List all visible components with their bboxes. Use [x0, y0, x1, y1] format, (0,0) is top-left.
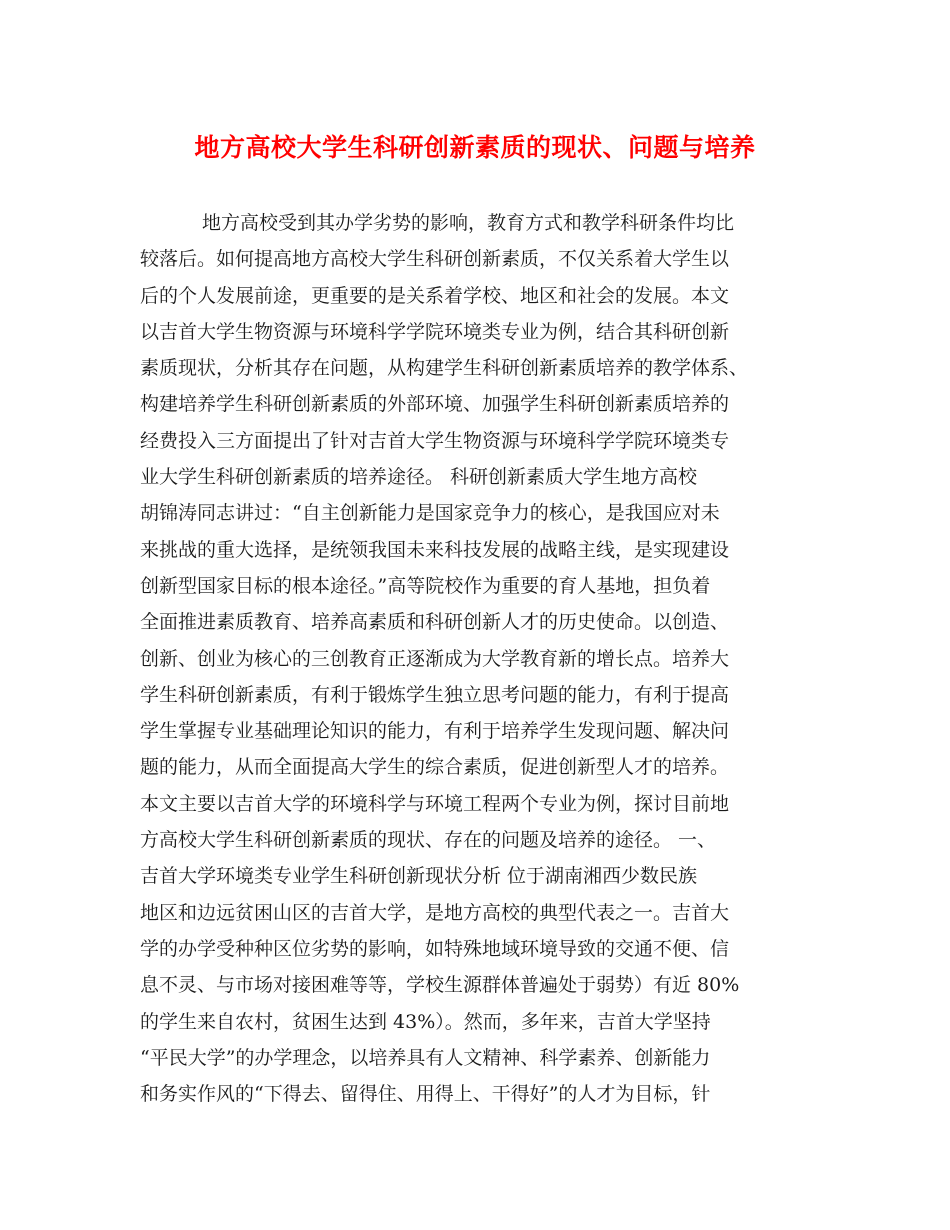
text-line: 题的能力，从而全面提高大学生的综合素质，促进创新型人才的培养。	[140, 756, 730, 779]
text-line: 创新型国家目标的根本途径。”高等院校作为重要的育人基地，担负着	[140, 574, 711, 597]
text-line: 学生科研创新素质，有利于锻炼学生独立思考问题的能力，有利于提高	[140, 683, 730, 706]
text-line: 业大学生科研创新素质的培养途径。 科研创新素质大学生地方高校	[140, 466, 698, 489]
text-line: 学的办学受种种区位劣势的影响，如特殊地域环境导致的交通不便、信	[140, 937, 730, 960]
text-line: 后的个人发展前途，更重要的是关系着学校、地区和社会的发展。本文	[140, 284, 730, 307]
text-line: 吉首大学环境类专业学生科研创新现状分析 位于湖南湘西少数民族	[140, 865, 698, 888]
document-title: 地方高校大学生科研创新素质的现状、问题与培养	[194, 133, 756, 162]
text-line: 创新、创业为核心的三创教育正逐渐成为大学教育新的增长点。培养大	[140, 647, 730, 670]
text-line: 来挑战的重大选择，是统领我国未来科技发展的战略主线，是实现建设	[140, 538, 730, 561]
text-line: 和务实作风的“下得去、留得住、用得上、干得好”的人才为目标，针	[140, 1083, 711, 1106]
text-line: 息不灵、与市场对接困难等等，学校生源群体普遍处于弱势）有近 80%	[140, 974, 740, 997]
text-line: 素质现状，分析其存在问题，从构建学生科研创新素质培养的教学体系、	[140, 357, 749, 380]
text-line: “平民大学”的办学理念，以培养具有人文精神、科学素养、创新能力	[140, 1046, 711, 1069]
text-line: 胡锦涛同志讲过：“自主创新能力是国家竞争力的核心，是我国应对未	[140, 502, 720, 525]
text-line: 本文主要以吉首大学的环境科学与环境工程两个专业为例，探讨目前地	[140, 792, 730, 815]
text-line: 方高校大学生科研创新素质的现状、存在的问题及培养的途径。 一、	[140, 829, 717, 852]
document-body	[140, 205, 830, 1112]
text-line: 地方高校受到其办学劣势的影响，教育方式和教学科研条件均比	[202, 212, 735, 234]
text-line: 构建培养学生科研创新素质的外部环境、加强学生科研创新素质培养的	[140, 393, 730, 416]
text-line: 的学生来自农村，贫困生达到 43%）。然而，多年来，吉首大学坚持	[140, 1010, 711, 1033]
text-line: 学生掌握专业基础理论知识的能力，有利于培养学生发现问题、解决问	[140, 720, 730, 743]
text-line: 地区和边远贫困山区的吉首大学，是地方高校的典型代表之一。吉首大	[140, 901, 730, 924]
text-line: 经费投入三方面提出了针对吉首大学生物资源与环境科学学院环境类专	[140, 429, 730, 452]
text-line: 全面推进素质教育、培养高素质和科研创新人才的历史使命。以创造、	[140, 611, 730, 634]
text-line: 以吉首大学生物资源与环境科学学院环境类专业为例，结合其科研创新	[140, 320, 730, 343]
text-line: 较落后。如何提高地方高校大学生科研创新素质，不仅关系着大学生以	[140, 248, 730, 271]
